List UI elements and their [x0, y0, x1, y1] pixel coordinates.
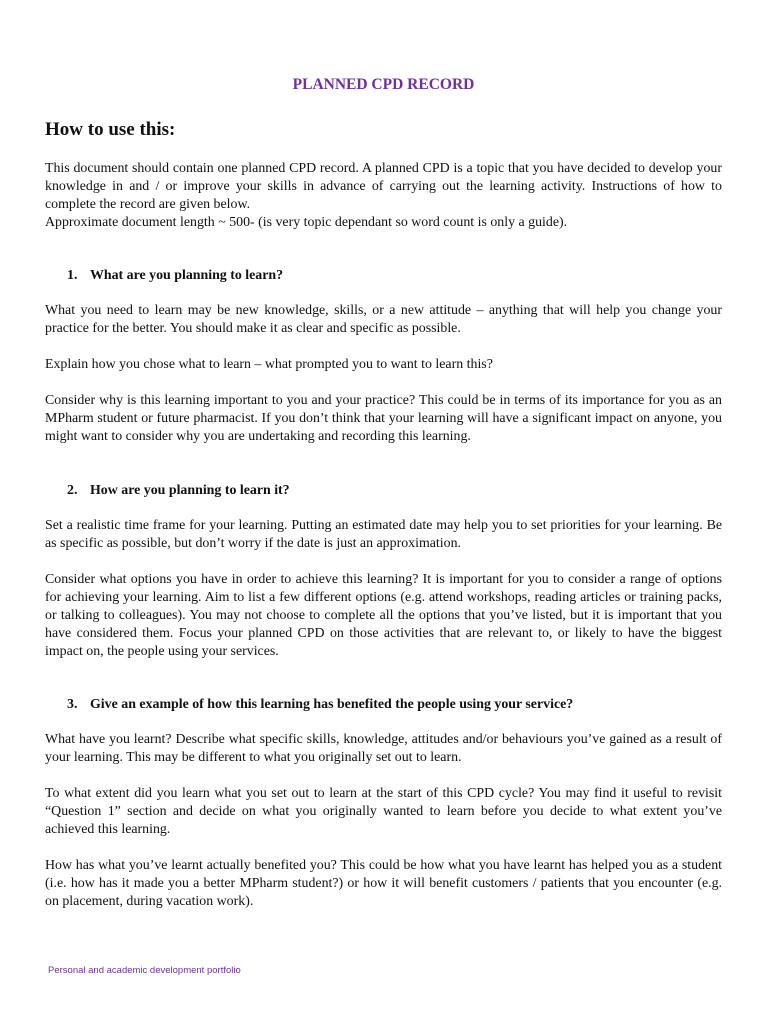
section-1-paragraph-1: What you need to learn may be new knowledge, skills, or a new attitude – anything that will help you change your practice for the better. You should make it as clear and specific as possible. — [45, 303, 722, 336]
section-title: Give an example of how this learning has benefited the people using your service? — [90, 697, 574, 712]
section-3-heading — [67, 696, 573, 714]
section-3-paragraph-2: To what extent did you learn what you set out to learn at the start of this CPD cycle? You may find it useful to revisit “Question 1” section and decide on what you originally wanted to learn before you decide to what extent you’ve achieved this learning. — [45, 786, 722, 837]
section-3-paragraph-3: How has what you’ve learnt actually benefited you? This could be how what you have learnt has helped you as a student (i.e. how has it made you a better MPharm student?) or how it will benefit customers / patients that you encounter (e.g. on placement, during vacation work). — [45, 858, 722, 909]
section-1-paragraph-3: Consider why is this learning important to you and your practice? This could be in terms of its importance for you as an MPharm student or future pharmacist. If you don’t think that your learning will have a significant impact on anyone, you might want to consider why you are undertaking and recording this learning. — [45, 393, 722, 444]
section-2-paragraph-1: Set a realistic time frame for your learning. Putting an estimated date may help you to set priorities for your learning. Be as specific as possible, but don’t worry if the date is just an approximation. — [45, 518, 722, 551]
section-title: What are you planning to learn? — [90, 268, 284, 283]
page-footer: Personal and academic development portfolio — [48, 965, 241, 976]
intro-length-note: Approximate document length ~ 500- (is very topic dependant so word count is only a guide). — [45, 215, 568, 230]
section-1-heading — [67, 267, 283, 285]
intro-paragraph: This document should contain one planned CPD record. A planned CPD is a topic that you have decided to develop your knowledge in and / or improve your skills in advance of carrying out the learning activity. Instructions of how to complete the record are given below. — [45, 161, 722, 212]
document-title: PLANNED CPD RECORD — [292, 76, 475, 93]
section-3-paragraph-1: What have you learnt? Describe what specific skills, knowledge, attitudes and/or behaviours you’ve gained as a result of your learning. This may be different to what you originally set out to learn. — [45, 732, 722, 765]
section-number: 2. — [67, 483, 78, 498]
section-2-paragraph-2: Consider what options you have in order to achieve this learning? It is important for you to consider a range of options for achieving your learning. Aim to list a few different options (e.g. attend workshops, reading articles or training packs, or talking to colleagues). You may not choose to complete all the options that you’ve listed, but it is important that you have considered them. Focus your planned CPD on those activities that are relevant to, or likely to have the biggest impact on, the people using your services. — [45, 572, 722, 659]
section-title: How are you planning to learn it? — [90, 483, 290, 498]
section-1-paragraph-2: Explain how you chose what to learn – what prompted you to want to learn this? — [45, 357, 493, 372]
section-number: 1. — [67, 268, 78, 283]
section-2-heading — [67, 482, 290, 500]
section-number: 3. — [67, 697, 78, 712]
how-to-heading: How to use this: — [45, 119, 176, 140]
